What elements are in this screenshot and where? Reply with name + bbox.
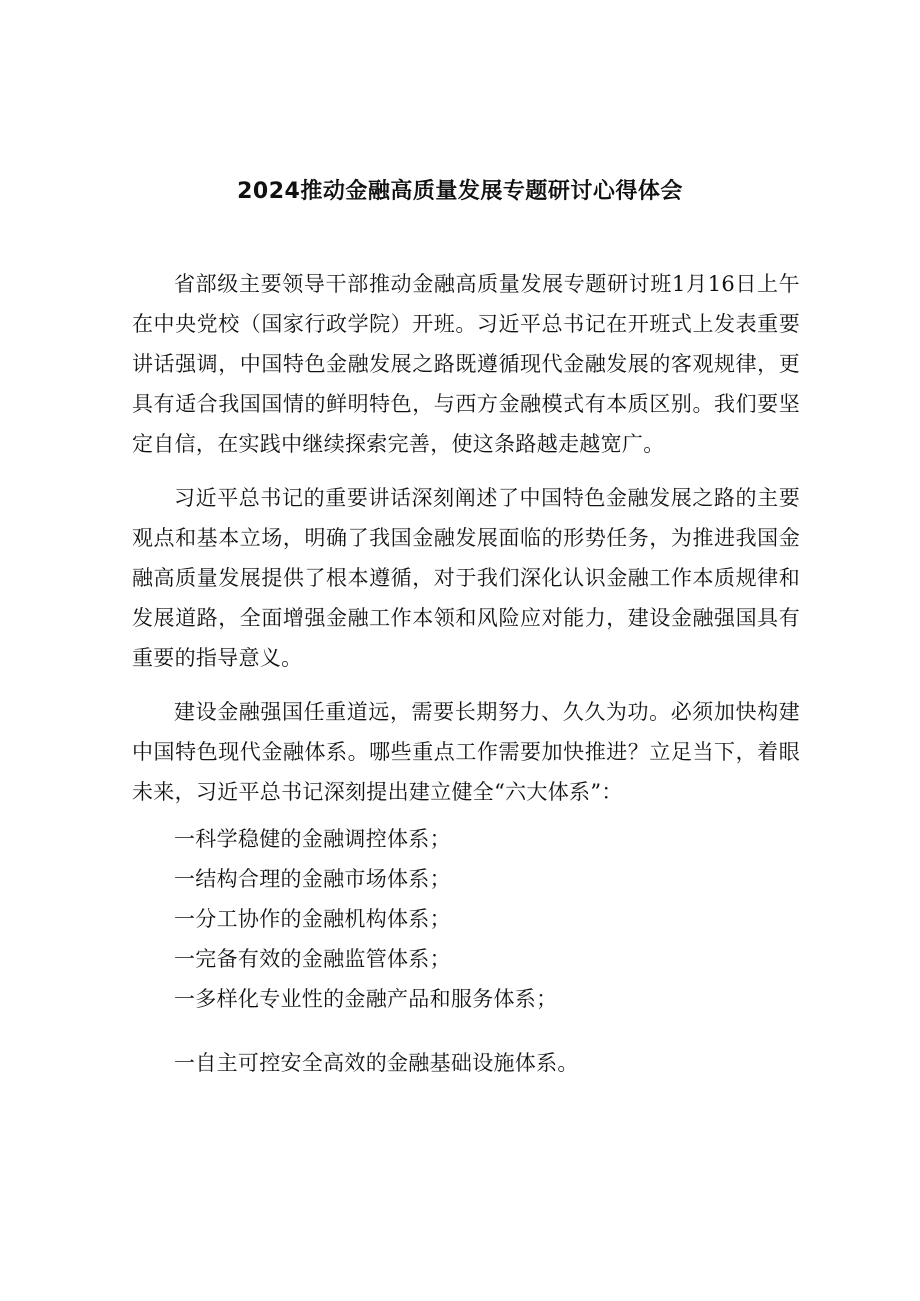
six-systems-list [132,822,800,1080]
list-item: 一科学稳健的金融调控体系； [174,827,451,851]
list-item: 一多样化专业性的金融产品和服务体系； [174,987,558,1011]
list-item: 一分工协作的金融机构体系； [174,907,451,931]
paragraph-2: 习近平总书记的重要讲话深刻阐述了中国特色金融发展之路的主要观点和基本立场，明确了我国金融发展面临的形势任务，为推进我国金融高质量发展提供了根本遵循，对于我们深化认识金融工作本质规律和发展道路，全面增强金融工作本领和风险应对能力，建设金融强国具有重要的指导意义。 [132,486,800,670]
paragraph-1: 省部级主要领导干部推动金融高质量发展专题研讨班1月16日上午在中央党校（国家行政学院）开班。习近平总书记在开班式上发表重要讲话强调，中国特色金融发展之路既遵循现代金融发展的客观规律，更具有适合我国国情的鲜明特色，与西方金融模式有本质区别。我们要坚定自信，在实践中继续探索完善，使这条路越走越宽广。 [132,272,800,456]
list-item: 一结构合理的金融市场体系； [174,867,451,891]
list-item: 一完备有效的金融监管体系； [174,947,451,971]
list-item: 一自主可控安全高效的金融基础设施体系。 [174,1051,579,1075]
document-body [132,264,800,1086]
paragraph-3: 建设金融强国任重道远，需要长期努力、久久为功。必须加快构建中国特色现代金融体系。哪些重点工作需要加快推进？立足当下，着眼未来，习近平总书记深刻提出建立健全“六大体系”： [132,700,800,804]
document-title: 2024推动金融高质量发展专题研讨心得体会 [237,179,683,204]
